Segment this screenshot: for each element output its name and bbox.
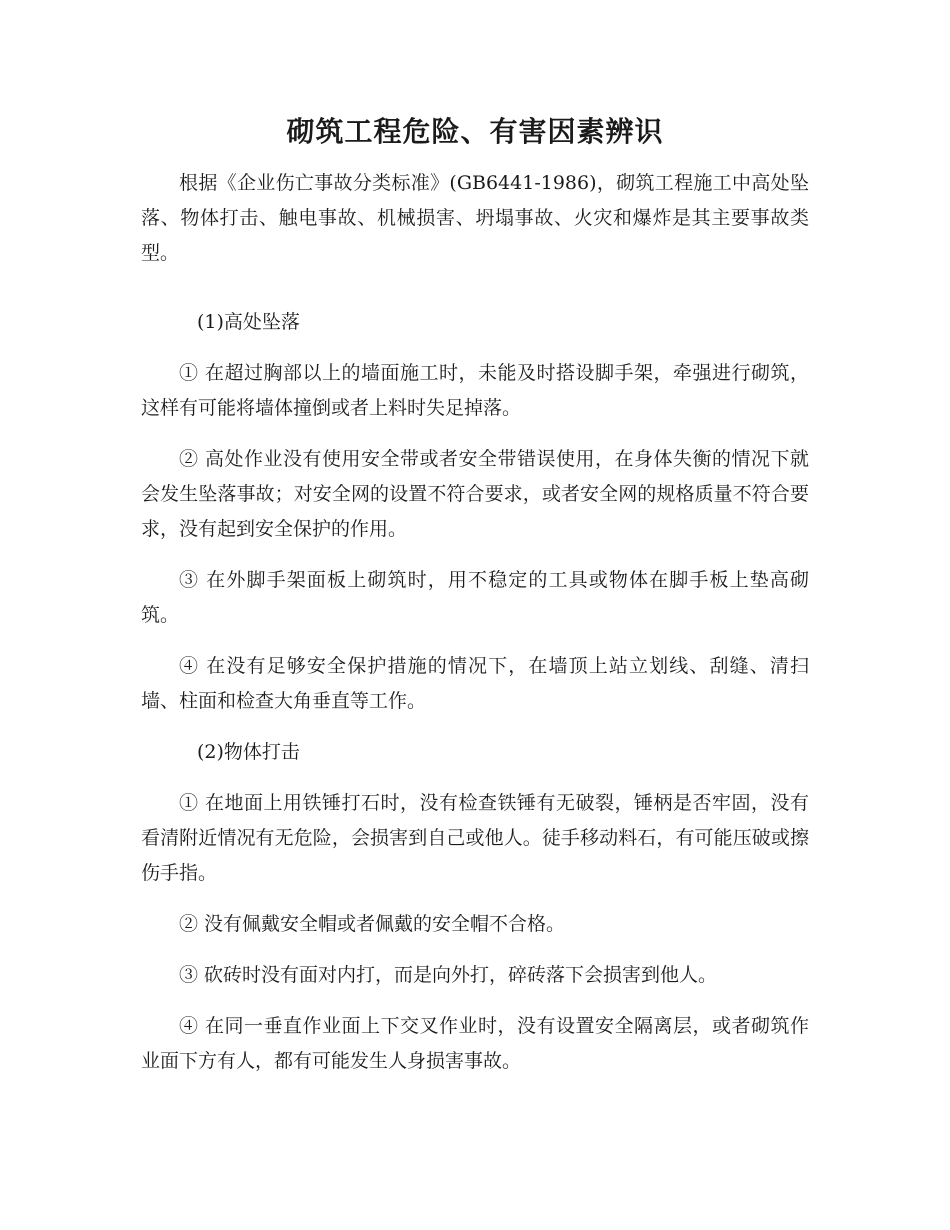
document-body — [141, 166, 809, 1095]
intro-paragraph: 根据《企业伤亡事故分类标准》(GB6441-1986)，砌筑工程施工中高处坠落、物体打击、触电事故、机械损害、坍塌事故、火灾和爆炸是其主要事故类型。 — [141, 172, 809, 264]
list-item: ③ 在外脚手架面板上砌筑时，用不稳定的工具或物体在脚手板上垫高砌筑。 — [141, 569, 809, 626]
list-item: ② 没有佩戴安全帽或者佩戴的安全帽不合格。 — [179, 913, 566, 935]
document-title: 砌筑工程危险、有害因素辨识 — [286, 115, 664, 148]
list-item: ① 在超过胸部以上的墙面施工时，未能及时搭设脚手架，牵强进行砌筑，这样有可能将墙体撞倒或者上料时失足掉落。 — [141, 362, 809, 419]
list-item: ④ 在没有足够安全保护措施的情况下，在墙顶上站立划线、刮缝、清扫墙、柱面和检查大角垂直等工作。 — [141, 655, 809, 712]
list-item: ③ 砍砖时没有面对内打，而是向外打，碎砖落下会损害到他人。 — [179, 964, 718, 986]
list-item: ① 在地面上用铁锤打石时，没有检查铁锤有无破裂，锤柄是否牢固，没有看清附近情况有无危险，会损害到自己或他人。徒手移动料石，有可能压破或擦伤手指。 — [141, 792, 809, 884]
list-item: ④ 在同一垂直作业面上下交叉作业时，没有设置安全隔离层，或者砌筑作业面下方有人，都有可能发生人身损害事故。 — [141, 1015, 809, 1072]
section-heading-struck-by-object: (2)物体打击 — [197, 741, 300, 763]
list-item: ② 高处作业没有使用安全带或者安全带错误使用，在身体失衡的情况下就会发生坠落事故；对安全网的设置不符合要求，或者安全网的规格质量不符合要求，没有起到安全保护的作用。 — [141, 448, 809, 540]
section-heading-falls: (1)高处坠落 — [197, 311, 300, 333]
